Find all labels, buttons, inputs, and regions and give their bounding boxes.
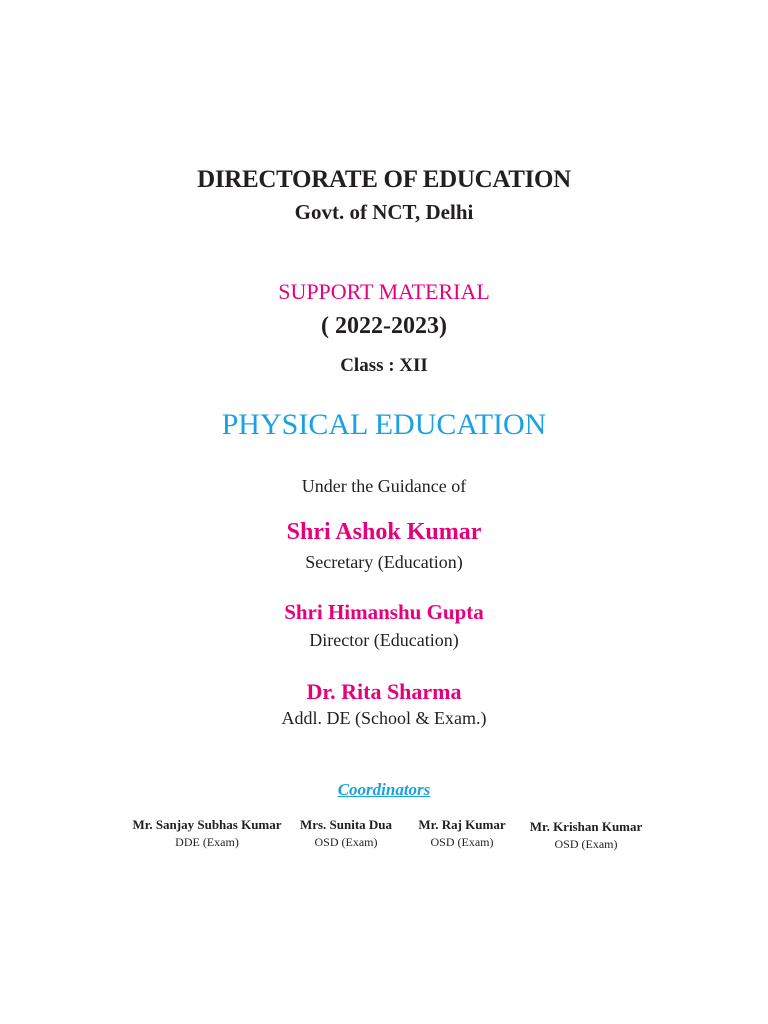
guide-name-director: Shri Himanshu Gupta <box>284 600 484 624</box>
coordinator-role: OSD (Exam) <box>430 835 494 849</box>
organization-name: DIRECTORATE OF EDUCATION <box>197 166 571 193</box>
guide-name-secretary: Shri Ashok Kumar <box>286 519 482 545</box>
coordinator-item <box>290 816 402 850</box>
coordinator-item <box>522 818 650 852</box>
guide-role-director: Director (Education) <box>309 630 459 650</box>
coordinator-name: Mr. Krishan Kumar <box>529 819 643 834</box>
coordinator-name: Mrs. Sunita Dua <box>299 817 393 832</box>
guide-role-addl-de: Addl. DE (School & Exam.) <box>281 708 487 728</box>
coordinator-role: OSD (Exam) <box>554 837 618 851</box>
coordinator-role: DDE (Exam) <box>175 835 239 849</box>
coordinator-name: Mr. Raj Kumar <box>418 817 506 832</box>
material-title: SUPPORT MATERIAL <box>278 279 490 304</box>
guide-name-addl-de: Dr. Rita Sharma <box>306 679 462 704</box>
coordinators-list <box>0 816 768 856</box>
coordinator-item <box>128 816 286 850</box>
session-years: ( 2022-2023) <box>321 313 447 339</box>
coordinator-item <box>408 816 516 850</box>
government-name: Govt. of NCT, Delhi <box>294 200 474 224</box>
class-label: Class : XII <box>340 355 428 376</box>
guide-role-secretary: Secretary (Education) <box>305 552 463 572</box>
coordinator-role: OSD (Exam) <box>314 835 378 849</box>
coordinators-heading: Coordinators <box>337 780 431 799</box>
coordinator-name: Mr. Sanjay Subhas Kumar <box>132 817 282 832</box>
guidance-intro: Under the Guidance of <box>301 476 467 496</box>
subject-title: PHYSICAL EDUCATION <box>221 408 547 441</box>
